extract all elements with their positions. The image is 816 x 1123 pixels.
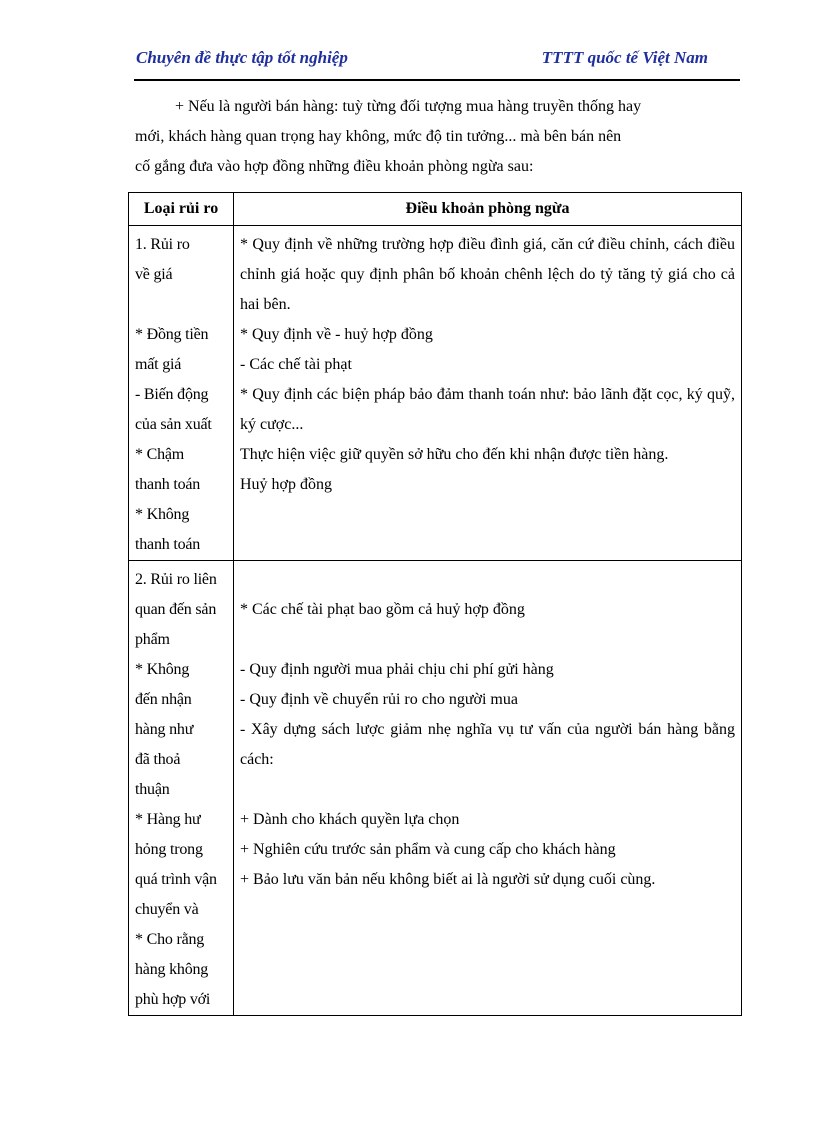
table-row-price-risk <box>129 226 742 561</box>
clause-item: Huỷ hợp đồng <box>240 476 333 493</box>
spacer <box>240 565 735 595</box>
risk-cell <box>129 561 234 1016</box>
risk-line: 1. Rủi ro <box>135 236 190 253</box>
risk-clause-table <box>128 192 742 1016</box>
column-header-preventive-clause: Điều khoản phòng ngừa <box>234 193 742 226</box>
risk-line: * Chậm <box>135 446 185 463</box>
risk-line: phẩm <box>135 631 170 648</box>
risk-line: * Không <box>135 661 190 678</box>
clause-item: - Quy định về chuyển rủi ro cho người mua <box>240 691 518 708</box>
header-document-title: Chuyên đề thực tập tốt nghiệp <box>136 48 348 67</box>
risk-line: * Đồng tiền <box>135 326 209 343</box>
risk-line: phù hợp với <box>135 991 211 1008</box>
clause-item: - Quy định người mua phải chịu chi phí gửi hàng <box>240 661 554 678</box>
risk-line <box>135 290 227 320</box>
risk-line: hỏng trong <box>135 841 203 858</box>
spacer <box>240 625 735 655</box>
risk-line: - Biến động <box>135 386 209 403</box>
intro-line: cố gắng đưa vào hợp đồng những điều khoản phòng ngừa sau: <box>135 158 534 175</box>
header-organization: TTTT quốc tế Việt Nam <box>541 48 708 67</box>
clause-item: - Các chế tài phạt <box>240 356 352 373</box>
clause-item: + Nghiên cứu trước sản phẩm và cung cấp cho khách hàng <box>240 841 616 858</box>
intro-line: + Nếu là người bán hàng: tuỳ từng đối tượng mua hàng truyền thống hay <box>175 98 642 115</box>
risk-line: * Không <box>135 506 190 523</box>
risk-line: thanh toán <box>135 476 201 493</box>
risk-line: hàng không <box>135 961 209 978</box>
table-header-row <box>129 193 742 226</box>
risk-line: thanh toán <box>135 536 201 553</box>
clause-item: * Quy định về những trường hợp điều đình giá, căn cứ điều chỉnh, cách điều chỉnh giá hoặc quy định phân bố khoản chênh lệch do tỷ tăng tỷ giá cho cả hai bên. <box>240 236 735 313</box>
clause-item: * Quy định về - huỷ hợp đồng <box>240 326 433 343</box>
risk-line: của sản xuất <box>135 416 212 433</box>
risk-line: đến nhận <box>135 691 192 708</box>
clause-item: Thực hiện việc giữ quyền sở hữu cho đến khi nhận được tiền hàng. <box>240 446 669 463</box>
risk-line: hàng như <box>135 721 194 738</box>
clause-item: * Các chế tài phạt bao gồm cả huỷ hợp đồng <box>240 601 525 618</box>
risk-line: * Hàng hư <box>135 811 201 828</box>
clause-item: + Bảo lưu văn bản nếu không biết ai là người sử dụng cuối cùng. <box>240 871 656 888</box>
intro-line: mới, khách hàng quan trọng hay không, mức độ tin tưởng... mà bên bán nên <box>135 128 622 145</box>
risk-line: quan đến sản <box>135 601 217 618</box>
risk-line: đã thoả <box>135 751 181 768</box>
clause-item: + Dành cho khách quyền lựa chọn <box>240 811 460 828</box>
risk-line: quá trình vận <box>135 871 217 888</box>
risk-line: 2. Rủi ro liên <box>135 571 217 588</box>
risk-line: thuận <box>135 781 170 798</box>
intro-paragraph <box>135 92 735 182</box>
clause-item: - Xây dựng sách lược giảm nhẹ nghĩa vụ tư vấn của người bán hàng bằng cách: <box>240 721 735 768</box>
risk-line: * Cho rằng <box>135 931 205 948</box>
risk-cell <box>129 226 234 561</box>
spacer <box>240 775 735 805</box>
table-row-product-risk <box>129 561 742 1016</box>
risk-line: mất giá <box>135 356 182 373</box>
risk-line: chuyển và <box>135 901 199 918</box>
column-header-risk-type: Loại rủi ro <box>129 193 234 226</box>
page-header <box>134 48 740 72</box>
risk-line: về giá <box>135 266 173 283</box>
header-divider <box>134 79 740 81</box>
clause-cell <box>234 561 742 1016</box>
clause-cell <box>234 226 742 561</box>
clause-item: * Quy định các biện pháp bảo đảm thanh toán như: bảo lãnh đặt cọc, ký quỹ, ký cược... <box>240 386 735 433</box>
